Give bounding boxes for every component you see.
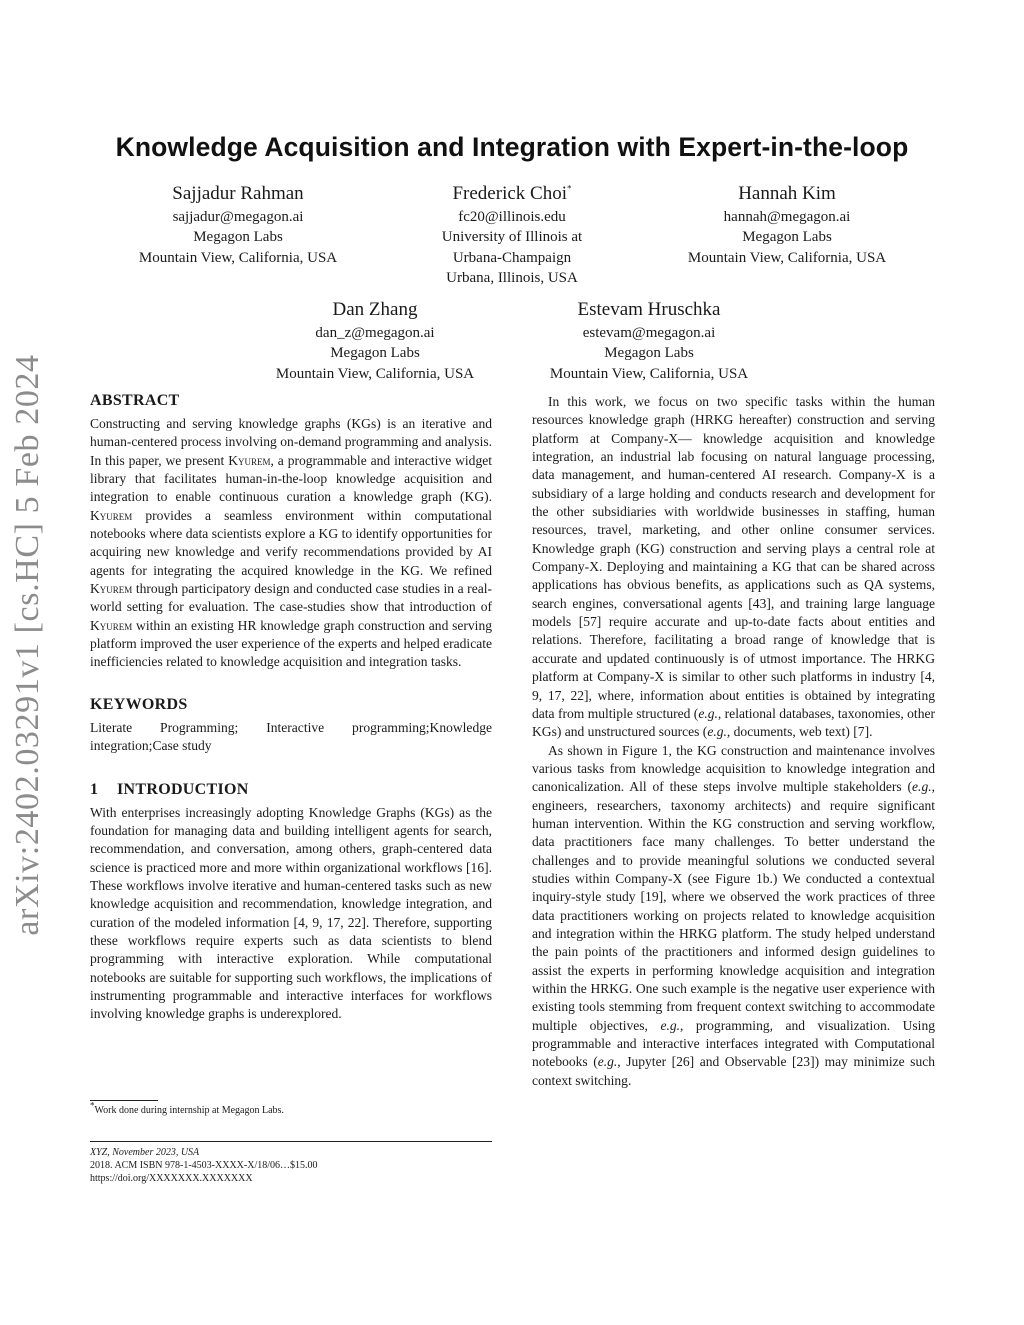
right-column: [532, 393, 935, 1090]
author-name: Estevam Hruschka: [577, 299, 721, 320]
paper-title: Knowledge Acquisition and Integration with Expert-in-the-loop: [115, 132, 909, 162]
author-name: Hannah Kim: [738, 183, 836, 204]
copyright-footer: [90, 1146, 492, 1186]
author-name: Dan Zhang: [332, 299, 418, 320]
author-affiliation: Megagon Labs: [193, 229, 283, 246]
author-block: [362, 181, 662, 288]
author-affiliation: University of Illinois at: [441, 229, 583, 246]
abstract-heading: ABSTRACT: [90, 392, 180, 409]
author-email[interactable]: dan_z@megagon.ai: [315, 325, 435, 341]
author-email[interactable]: sajjadur@megagon.ai: [172, 209, 304, 225]
author-affiliation: Megagon Labs: [330, 345, 420, 362]
author-name: Frederick Choi*: [452, 183, 572, 204]
author-location: Mountain View, California, USA: [687, 249, 887, 266]
author-affiliation: Megagon Labs: [604, 345, 694, 362]
intro-paragraph: With enterprises increasingly adopting Knowledge Graphs (KGs) as the foundation for managing data and building intelligent agents for search, recommendation, and conversation, among others, graph-centered data science is practiced more and more within organizational workflows [16]. These workflows involve iterative and human-centered tasks such as new knowledge acquisition and recommendation, knowledge integration, and curation of the modeled information [4, 9, 17, 22]. Therefore, supporting these workflows require experts such as data scientists to blend programming with interactive exploration. While computational notebooks are suitable for supporting such workflows, the implications of instrumenting programmable and interactive interfaces for workflows involving knowledge graphs is underexplored.: [90, 804, 492, 1022]
left-column: [90, 390, 492, 1024]
author-location: Urbana, Illinois, USA: [446, 269, 578, 286]
doi-link[interactable]: https://doi.org/XXXXXXX.XXXXXXX: [90, 1173, 253, 1185]
author-block: [88, 181, 388, 268]
arxiv-identifier: arXiv:2402.03291v1 [cs.HC] 5 Feb 2024: [9, 354, 46, 936]
author-email[interactable]: hannah@megagon.ai: [723, 209, 851, 225]
venue-line: XYZ, November 2023, USA: [90, 1147, 200, 1158]
section-number: 1: [90, 780, 99, 798]
footnote: [90, 1100, 492, 1117]
author-affiliation: Megagon Labs: [742, 229, 832, 246]
author-location: Mountain View, California, USA: [549, 365, 749, 382]
keywords-text: Literate Programming; Interactive programming;Knowledge integration;Case study: [90, 719, 492, 754]
author-name: Sajjadur Rahman: [172, 183, 304, 204]
author-location: Mountain View, California, USA: [138, 249, 338, 266]
footnote-divider: [90, 1100, 158, 1101]
author-block: [499, 297, 799, 384]
body-paragraph: As shown in Figure 1, the KG construction and maintenance involves various tasks from knowledge acquisition to knowledge integration and canonicalization. All of these steps involve multiple stakeholders (e.g., engineers, researchers, taxonomy architects) and require significant human intervention. Within the KG construction and serving workflow, data practitioners face many challenges. To better understand the challenges and to provide meaningful solutions we conducted several studies within Company-X (see Figure 1b.) We conducted a contextual inquiry-style study [19], where we observed the work practices of three data practitioners working on projects related to knowledge acquisition and integration within the HRKG platform. The study helped understand the pain points of the practitioners and informed design guidelines to assist the experts in performing knowledge acquisition and integration within the HRKG. One such example is the negative user experience with existing tools stemming from frequent context switching to accommodate multiple objectives, e.g., programming, and visualization. Using programmable and interactive interfaces integrated with Computational notebooks (e.g., Jupyter [26] and Observable [23]) may minimize such context switching.: [532, 742, 935, 1088]
keywords-heading: KEYWORDS: [90, 695, 188, 713]
author-email[interactable]: estevam@megagon.ai: [582, 325, 716, 341]
section-title: INTRODUCTION: [117, 780, 249, 798]
footnote-marker: *: [90, 1100, 95, 1111]
author-email[interactable]: fc20@illinois.edu: [458, 209, 566, 225]
footer-divider: [90, 1141, 492, 1142]
footnote-marker: *: [567, 183, 572, 194]
author-block: [225, 297, 525, 384]
isbn-line: 2018. ACM ISBN 978-1-4503-XXXX-X/18/06…$15.00: [90, 1160, 318, 1172]
body-paragraph: In this work, we focus on two specific tasks within the human resources knowledge graph (HRKG hereafter) construction and serving platform at Company-X— knowledge acquisition and knowledge integration, an industrial lab focusing on natural language processing, data management, and human-centered AI research. Company-X is a subsidiary of a large holding and conducts research and development for the other subsidiaries with worldwide businesses in staffing, human resources, travel, marketing, and other online consumer services. Knowledge graph (KG) construction and serving plays a central role at Company-X. Deploying and maintaining a KG that can be shared across applications has obvious benefits, as applications such as QA systems, search engines, conversational agents [43], and training large language models [57] require accurate and up-to-date facts about entities and relations. Therefore, facilitating a broad range of knowledge that is accurate and updated continuously is of utmost importance. The HRKG platform at Company-X is similar to other such platforms in industry [4, 9, 17, 22], where, information about entities is obtained by integrating data from multiple structured (e.g., relational databases, taxonomies, other KGs) and unstructured sources (e.g., documents, web text) [7].: [532, 394, 935, 740]
section-heading: [90, 779, 492, 801]
abstract-text: Constructing and serving knowledge graphs (KGs) is an iterative and human-centered process involving on-demand programming and analysis. In this paper, we present Kyurem, a programmable and interactive widget library that facilitates human-in-the-loop knowledge acquisition and integration to enable continuous curation a knowledge graph (KG). Kyurem provides a seamless environment within computational notebooks where data scientists explore a KG to identify opportunities for acquiring new knowledge and verify recommendations provided by AI agents for integrating the acquired knowledge in the KG. We refined Kyurem through participatory design and conducted case studies in a real-world setting for evaluation. The case-studies show that introduction of Kyurem within an existing HR knowledge graph construction and serving platform improved the user experience of the experts and helped eradicate inefficiencies related to knowledge acquisition and integration tasks.: [90, 416, 493, 670]
footnote-text: Work done during internship at Megagon Labs.: [94, 1105, 284, 1116]
author-affiliation: Urbana-Champaign: [452, 249, 572, 266]
author-block: [637, 181, 937, 268]
author-location: Mountain View, California, USA: [275, 365, 475, 382]
